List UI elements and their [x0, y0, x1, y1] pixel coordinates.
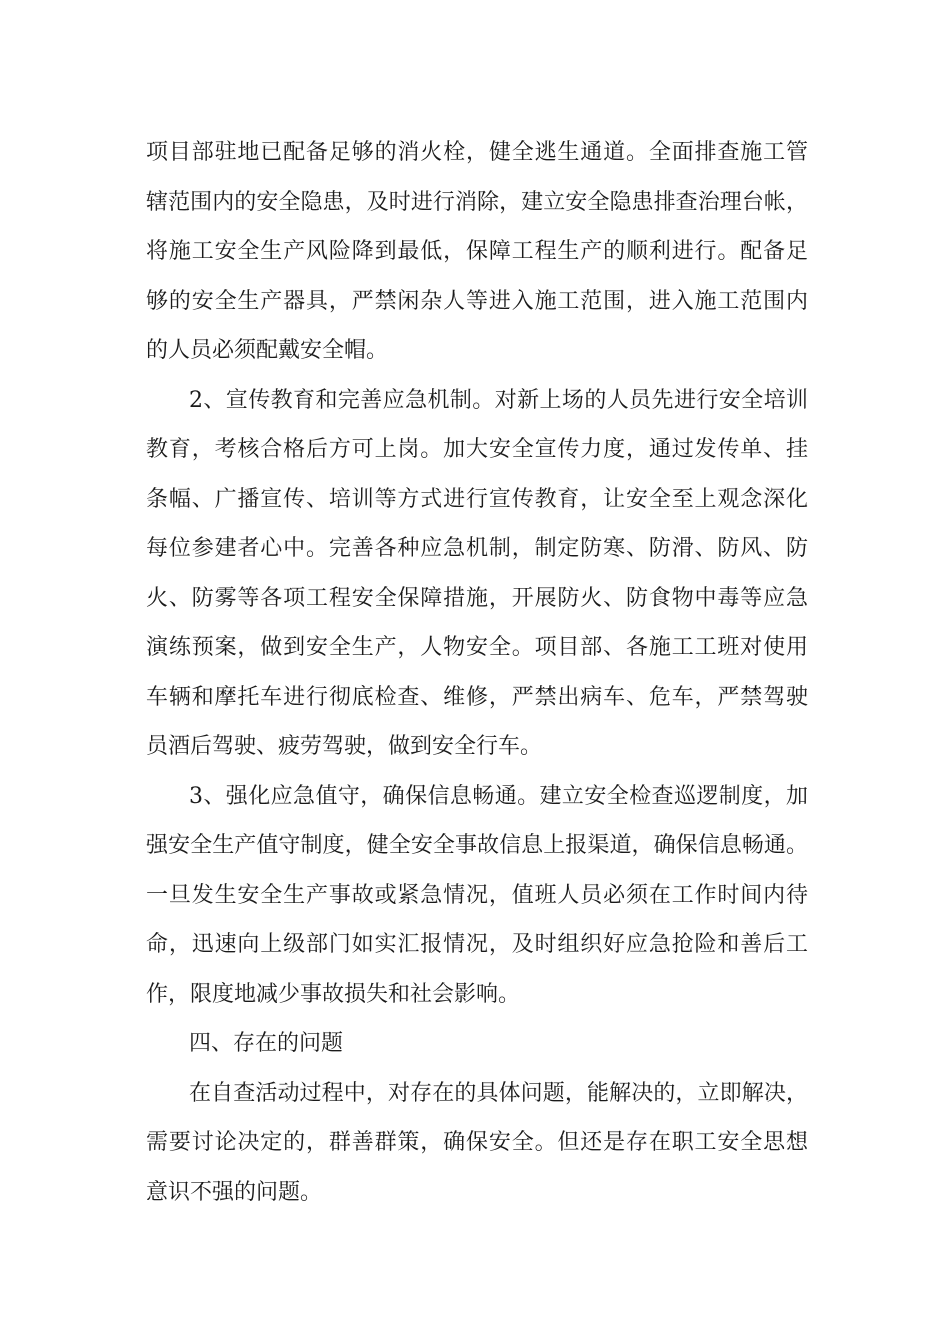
text-line: 车辆和摩托车进行彻底检查、维修，严禁出病车、危车，严禁驾驶 [146, 684, 808, 710]
section-heading: 四、存在的问题 [189, 1031, 344, 1056]
text-line: 需要讨论决定的，群善群策，确保安全。但还是存在职工安全思想 [146, 1130, 808, 1155]
document-body [146, 128, 808, 1217]
text-line: 辖范围内的安全隐患，及时进行消除，建立安全隐患排查治理台帐， [146, 189, 808, 215]
text-line: 一旦发生安全生产事故或紧急情况，值班人员必须在工作时间内待 [146, 882, 808, 908]
text-line: 演练预案，做到安全生产，人物安全。项目部、各施工工班对使用 [146, 635, 808, 660]
text-line: 强安全生产值守制度，健全安全事故信息上报渠道，确保信息畅通。 [146, 833, 808, 858]
text-line: 员酒后驾驶、疲劳驾驶，做到安全行车。 [146, 734, 543, 759]
text-line: 的人员必须配戴安全帽。 [146, 338, 389, 363]
text-line: 将施工安全生产风险降到最低，保障工程生产的顺利进行。配备足 [146, 239, 808, 264]
text-line: 每位参建者心中。完善各种应急机制，制定防寒、防滑、防风、防 [146, 536, 808, 561]
text-line: 3、强化应急值守，确保信息畅通。建立安全检查巡逻制度，加 [189, 783, 808, 809]
text-line: 命，迅速向上级部门如实汇报情况，及时组织好应急抢险和善后工 [146, 932, 808, 957]
text-line: 项目部驻地已配备足够的消火栓，健全逃生通道。全面排查施工管 [146, 140, 808, 165]
text-line: 2、宣传教育和完善应急机制。对新上场的人员先进行安全培训 [189, 387, 808, 413]
text-line: 教育，考核合格后方可上岗。加大安全宣传力度，通过发传单、挂 [146, 437, 808, 462]
text-line: 意识不强的问题。 [146, 1179, 323, 1205]
text-line: 够的安全生产器具，严禁闲杂人等进入施工范围，进入施工范围内 [146, 288, 808, 314]
text-line: 条幅、广播宣传、培训等方式进行宣传教育，让安全至上观念深化 [146, 486, 808, 512]
text-line: 在自查活动过程中，对存在的具体问题，能解决的，立即解决， [189, 1080, 808, 1106]
text-line: 作，限度地减少事故损失和社会影响。 [146, 981, 521, 1007]
text-line: 火、防雾等各项工程安全保障措施，开展防火、防食物中毒等应急 [146, 585, 808, 611]
